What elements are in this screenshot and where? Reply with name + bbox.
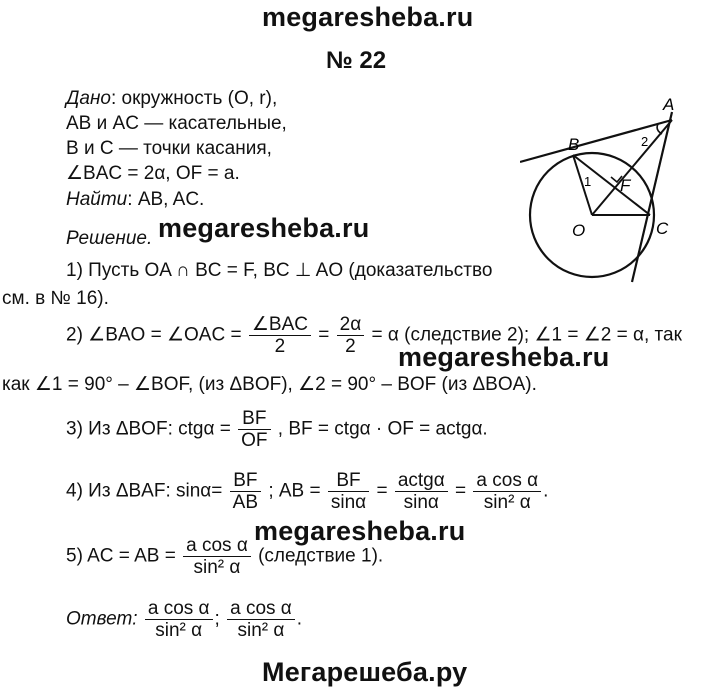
fraction-numerator: a cos α bbox=[183, 535, 251, 557]
fraction-numerator: BF bbox=[328, 470, 369, 492]
step-1-line-1: 1) Пусть OA ∩ BC = F, BC ⊥ AO (доказательство bbox=[66, 260, 493, 281]
step-2-equals: = bbox=[318, 324, 330, 346]
fraction-denominator: 2 bbox=[274, 336, 286, 357]
answer-fraction-2 bbox=[227, 598, 295, 641]
given-text-1: окружность (O, r), bbox=[121, 88, 278, 109]
fraction-denominator: AB bbox=[232, 492, 259, 513]
watermark-mid-3: megaresheba.ru bbox=[254, 516, 466, 546]
fraction-numerator: a cos α bbox=[473, 470, 541, 492]
step-5-fraction bbox=[183, 535, 251, 578]
fraction-denominator: sinα bbox=[330, 492, 367, 513]
given-line-1: Дано: окружность (O, r), bbox=[66, 88, 278, 109]
fraction-numerator: BF bbox=[230, 470, 261, 492]
fraction-denominator: OF bbox=[241, 430, 268, 451]
step-3-fraction bbox=[238, 408, 270, 451]
label-f: F bbox=[620, 176, 631, 195]
step-5-suffix: (следствие 1). bbox=[258, 545, 384, 567]
fraction-numerator: 2α bbox=[337, 314, 365, 336]
step-3 bbox=[66, 408, 488, 451]
solution-label: Решение. bbox=[66, 228, 153, 249]
watermark-top: megaresheba.ru bbox=[262, 2, 474, 32]
answer-end: . bbox=[296, 608, 303, 630]
fraction-denominator: sin² α bbox=[237, 620, 285, 641]
fraction-numerator: actgα bbox=[395, 470, 448, 492]
step-4-fraction-4 bbox=[473, 470, 541, 513]
answer-label: Ответ: bbox=[66, 608, 138, 630]
find-line: Найти: AB, AC. bbox=[66, 189, 205, 210]
fraction-numerator: a cos α bbox=[145, 598, 213, 620]
step-2-fraction-2 bbox=[337, 314, 365, 357]
label-b: B bbox=[568, 135, 580, 154]
step-4-mid: ; AB = bbox=[268, 480, 321, 502]
fraction-denominator: 2 bbox=[345, 336, 356, 357]
label-a: A bbox=[663, 95, 675, 114]
given-line-2: AB и AC — касательные, bbox=[66, 113, 287, 134]
step-3-prefix: 3) Из ΔBOF: ctgα = bbox=[66, 418, 231, 440]
step-4-end: . bbox=[543, 480, 549, 502]
watermark-mid-1: megaresheba.ru bbox=[158, 213, 370, 243]
label-angle-1: 1 bbox=[584, 174, 592, 189]
answer-fraction-1 bbox=[145, 598, 213, 641]
given-line-4: ∠BAC = 2α, OF = a. bbox=[66, 163, 240, 184]
geometry-figure bbox=[520, 92, 720, 292]
answer-separator: ; bbox=[214, 608, 220, 630]
step-1-line-2: см. в № 16). bbox=[2, 288, 109, 309]
step-2-fraction-1 bbox=[249, 314, 311, 357]
step-4-fraction-1 bbox=[230, 470, 261, 513]
step-2-line-2: как ∠1 = 90° – ∠BOF, (из ΔBOF), ∠2 = 90° – BOF (из ΔBOA). bbox=[2, 374, 537, 395]
step-4-fraction-2 bbox=[328, 470, 369, 513]
label-c: C bbox=[656, 219, 669, 238]
label-angle-2: 2 bbox=[641, 134, 649, 149]
step-5 bbox=[66, 535, 383, 578]
fraction-denominator: sin² α bbox=[193, 557, 241, 578]
given-label: Дано bbox=[66, 88, 111, 109]
step-4-equals-2: = bbox=[455, 480, 467, 502]
label-o: O bbox=[572, 221, 586, 240]
fraction-denominator: sinα bbox=[403, 492, 439, 513]
find-label: Найти bbox=[66, 189, 128, 210]
step-5-prefix: 5) AC = AB = bbox=[66, 545, 176, 567]
step-2-prefix: 2) ∠BAO = ∠OAC = bbox=[66, 324, 242, 346]
tangent-ab bbox=[520, 120, 672, 162]
find-text: AB, AC. bbox=[137, 189, 205, 210]
fraction-numerator: BF bbox=[238, 408, 270, 430]
step-4 bbox=[66, 470, 548, 513]
watermark-bottom: Мегарешеба.ру bbox=[262, 657, 468, 687]
step-2-suffix: = α (следствие 2); ∠1 = ∠2 = α, так bbox=[371, 324, 682, 346]
fraction-numerator: ∠BAC bbox=[249, 314, 311, 336]
watermark-mid-2: megaresheba.ru bbox=[398, 342, 610, 372]
step-4-equals-1: = bbox=[376, 480, 388, 502]
fraction-denominator: sin² α bbox=[483, 492, 531, 513]
answer bbox=[66, 598, 302, 641]
fraction-denominator: sin² α bbox=[155, 620, 203, 641]
tangent-ac bbox=[632, 112, 672, 282]
step-4-prefix: 4) Из ΔBAF: sinα= bbox=[66, 480, 223, 502]
problem-number: № 22 bbox=[326, 47, 387, 74]
step-3-suffix: , BF = ctgα · OF = actgα. bbox=[277, 418, 488, 440]
fraction-numerator: a cos α bbox=[227, 598, 295, 620]
given-line-3: B и C — точки касания, bbox=[66, 138, 272, 159]
step-4-fraction-3 bbox=[395, 470, 448, 513]
